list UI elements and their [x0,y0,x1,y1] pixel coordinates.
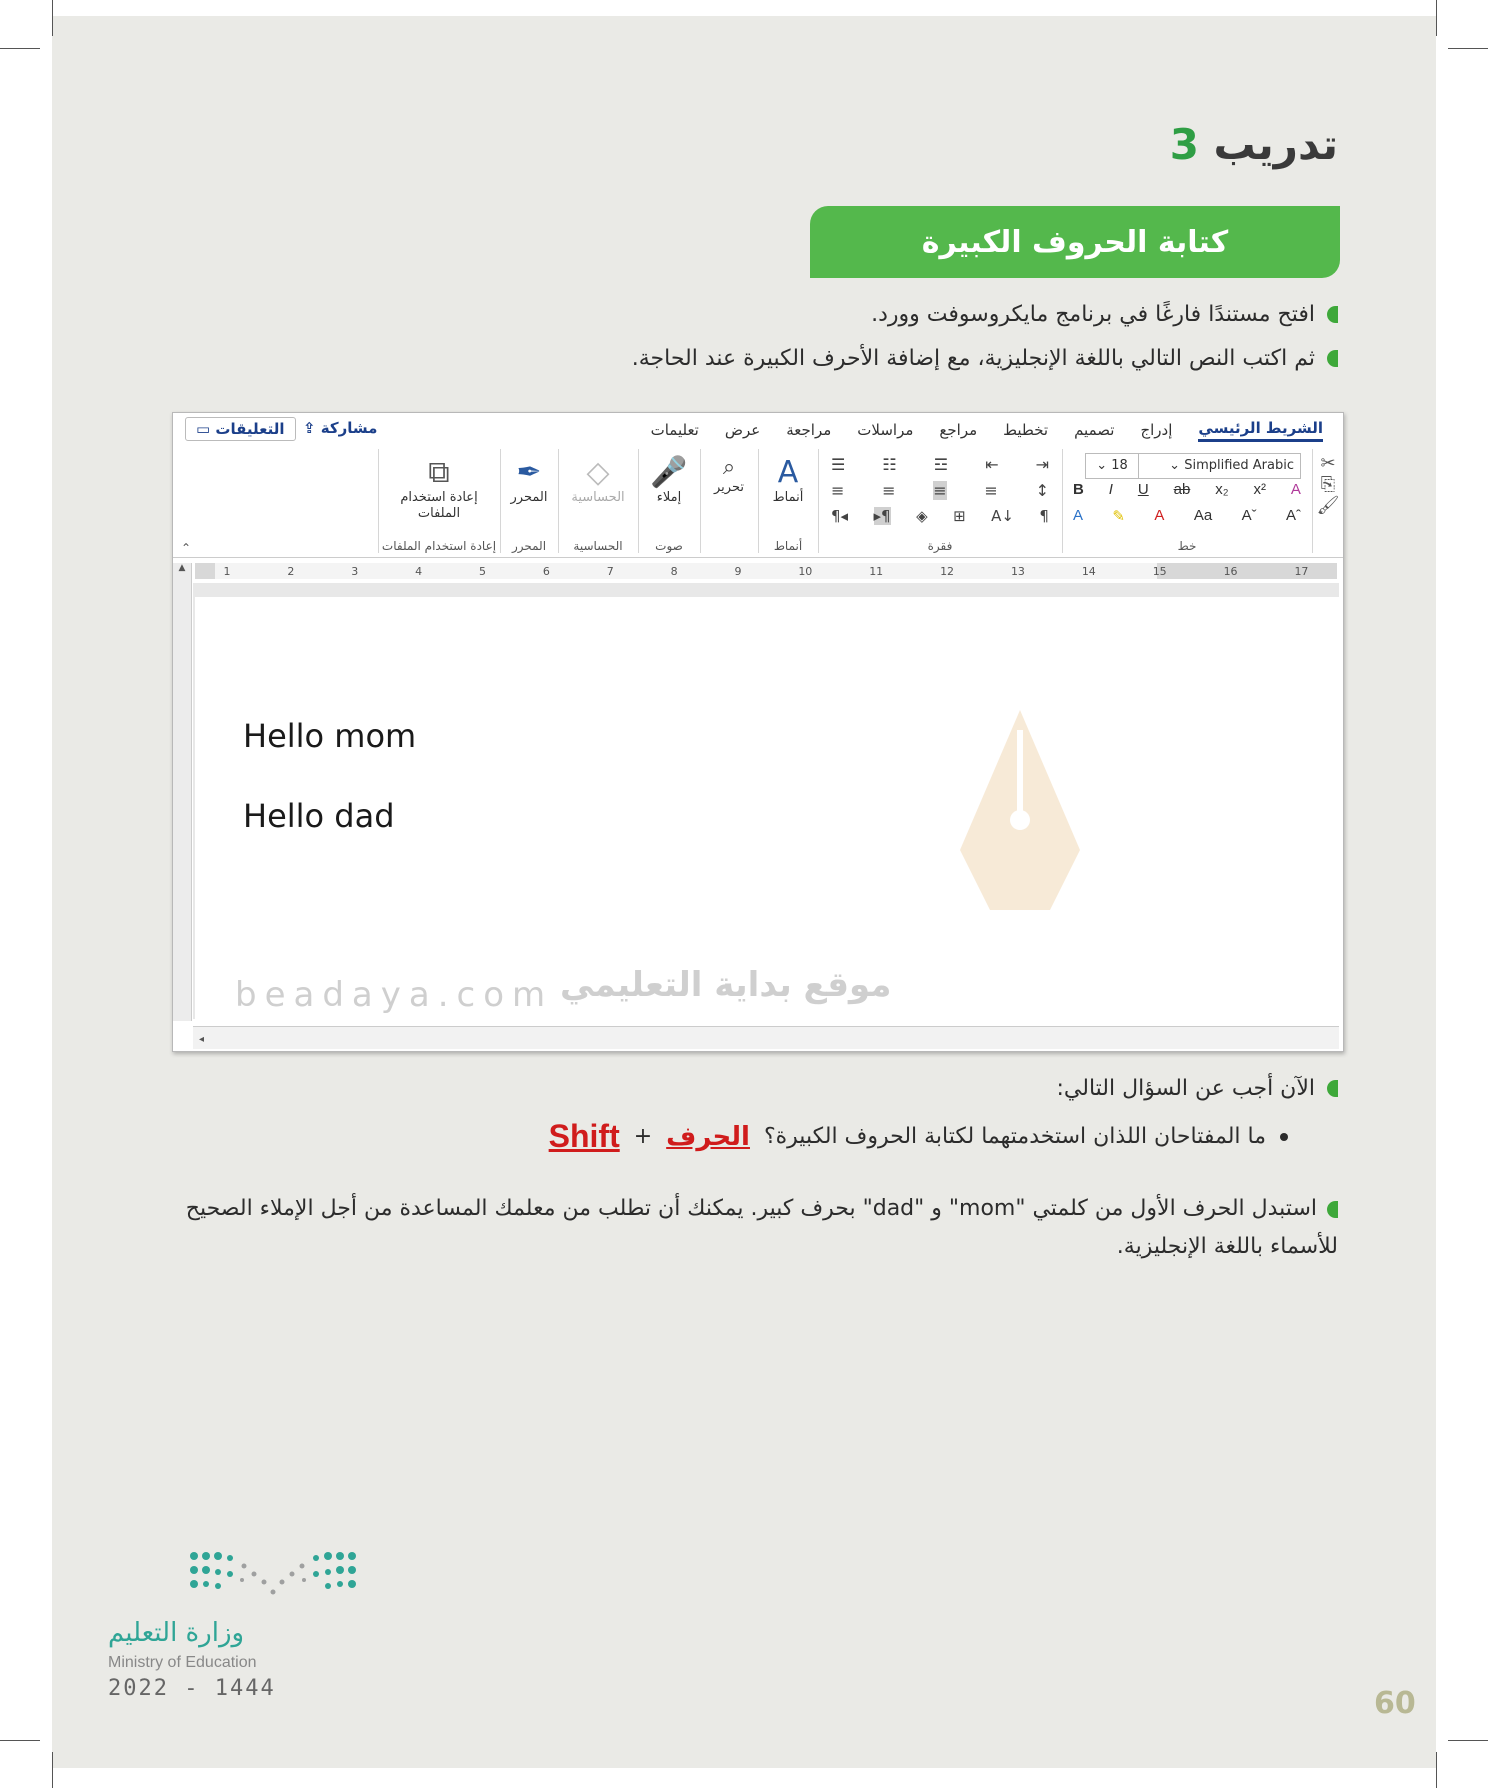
font-color-icon[interactable]: A [1154,507,1165,524]
tab-help[interactable]: تعليمات [650,421,699,439]
styles-group[interactable]: A أنماط أنماط [758,449,817,553]
styles-icon: A [777,455,799,490]
ruler: 1 2 3 4 5 6 7 8 9 10 11 12 13 14 15 16 17 [195,563,1337,579]
strikethrough-icon[interactable]: ab [1173,481,1191,498]
tab-insert[interactable]: إدراج [1140,421,1173,439]
year: 2022 - 1444 [108,1676,276,1701]
vertical-scrollbar[interactable]: ▲ [173,563,192,1021]
decrease-indent-icon[interactable]: ⇤ [985,455,999,474]
microphone-icon: 🎤 [650,455,688,490]
highlight-icon[interactable]: ✎ [1112,508,1125,525]
watermark-latin: beadaya.com [235,975,554,1015]
line-spacing-icon[interactable]: ↕ [1035,481,1049,500]
font-group: ⌄ Simplified Arabic ⌄ 18 B I U ab x₂ x² A A ✎ A Aa Aˇ Aˆ خط [1062,449,1311,553]
final-instruction: استبدل الحرف الأول من كلمتي "mom" و "dad" بحرف كبير. يمكنك أن تطلب من معلمك المساعدة من أجل الإملاء الصحيح للأسماء باللغة الإنجليزية. [185,1196,1338,1259]
ribbon [173,447,1343,558]
align-right-icon[interactable]: ≡ [831,481,845,500]
underline-icon[interactable]: U [1137,481,1149,498]
horizontal-scrollbar[interactable]: ◂ [193,1026,1339,1049]
align-center-icon[interactable]: ≡ [882,481,896,500]
tab-layout[interactable]: تخطيط [1003,421,1049,439]
superscript-icon[interactable]: x² [1253,481,1266,498]
document-area [193,583,1339,1019]
tab-view[interactable]: عرض [724,421,761,439]
ministry-name-ar: وزارة التعليم [108,1618,245,1648]
subscript-icon[interactable]: x₂ [1215,481,1229,498]
word-window [172,412,1344,1052]
tab-design[interactable]: تصميم [1074,421,1115,439]
show-marks-icon[interactable]: ¶ [1039,507,1049,525]
bullet-icon [1327,1080,1338,1097]
clear-format-icon[interactable]: A [1290,481,1301,498]
tab-references[interactable]: مراجع [939,421,978,439]
list-icon[interactable]: ☰ [831,455,846,474]
watermark-arabic: موقع بداية التعليمي [560,965,892,1005]
clipboard-group [1312,449,1343,553]
grow-font-icon[interactable]: Aˆ [1286,507,1301,524]
bold-icon[interactable]: B [1073,481,1084,498]
justify-icon[interactable]: ≡ [984,481,998,500]
section-banner: كتابة الحروف الكبيرة [810,206,1340,278]
bullet-icon [1327,306,1338,323]
sensitivity-icon: ◇ [586,455,610,490]
ministry-name-en: Ministry of Education [108,1654,257,1671]
search-icon: ⌕ [722,455,736,480]
share-button[interactable]: ⇪ مشاركة [303,419,378,437]
italic-icon[interactable]: I [1108,481,1113,498]
document-page[interactable] [195,597,1339,1019]
cut-icon[interactable]: ✂ [1320,453,1336,474]
reuse-files-group[interactable]: ⧉ إعادة استخدام الملفات إعادة استخدام الملفات [378,449,499,553]
ministry-logo-icon [188,1548,358,1604]
text-effects-icon[interactable]: A [1073,507,1084,524]
shrink-font-icon[interactable]: Aˇ [1241,507,1257,524]
numbering-icon[interactable]: ☷ [882,455,897,474]
question: ما المفتاحان اللذان استخدمتهما لكتابة الحروف الكبيرة؟ الحرف + Shift [549,1118,1288,1155]
copy-icon[interactable]: ⎘ [1320,474,1336,495]
doc-line-2[interactable]: Hello dad [243,797,395,835]
answer-plus: + [633,1124,653,1149]
tab-review[interactable]: مراجعة [786,421,832,439]
instruction-1: افتح مستندًا فارغًا في برنامج مايكروسوفت وورد. [871,302,1338,327]
bullet-icon [1327,350,1338,367]
editor-icon: ✒ [516,455,542,490]
sort-icon[interactable]: A↓ [991,507,1014,525]
format-painter-icon[interactable]: 🖌 [1316,495,1340,516]
multilevel-icon[interactable]: ☲ [933,455,949,474]
font-name-select[interactable]: ⌄ Simplified Arabic [1137,453,1301,479]
bullet-icon [1280,1133,1288,1141]
rtl-icon[interactable]: ¶◂ [831,507,849,525]
increase-indent-icon[interactable]: ⇥ [1035,455,1049,474]
change-case-icon[interactable]: Aa [1193,507,1213,524]
editor-group[interactable]: ✒ المحرر المحرر [500,449,557,553]
doc-line-1[interactable]: Hello mom [243,717,417,755]
ltr-icon[interactable]: ▸¶ [873,507,891,525]
reuse-files-icon: ⧉ [428,455,450,490]
answer-first: الحرف [666,1121,750,1152]
tab-mailings[interactable]: مراسلات [857,421,914,439]
paragraph-group: ☰ ☷ ☲ ⇤ ⇥ ≡ ≡ ≡ ≡ ↕ ¶◂ ▸¶ ◈ ⊞ A↓ ¶ فقرة [818,449,1061,553]
comments-button[interactable]: ▭ التعليقات [185,417,296,441]
sensitivity-group[interactable]: ◇ الحساسية الحساسية [558,449,637,553]
question-intro: الآن أجب عن السؤال التالي: [1057,1076,1339,1101]
align-left-icon[interactable]: ≡ [933,481,947,500]
borders-icon[interactable]: ⊞ [953,507,966,525]
editing-group[interactable]: ⌕ تحرير [700,449,757,553]
instruction-2: ثم اكتب النص التالي باللغة الإنجليزية، مع إضافة الأحرف الكبيرة عند الحاجة. [632,346,1338,371]
answer-second: Shift [548,1118,620,1154]
font-size-select[interactable]: ⌄ 18 [1085,453,1139,479]
watermark-pen-icon [950,710,1090,990]
page-title: تدريب 3 [1169,120,1338,169]
voice-group[interactable]: 🎤 إملاء صوت [638,449,699,553]
shading-icon[interactable]: ◈ [916,507,928,525]
bullet-icon [1327,1201,1338,1218]
collapse-ribbon-icon[interactable]: ⌃ [181,541,192,555]
tab-home[interactable]: الشريط الرئيسي [1198,419,1323,442]
page-number: 60 [1374,1686,1416,1721]
